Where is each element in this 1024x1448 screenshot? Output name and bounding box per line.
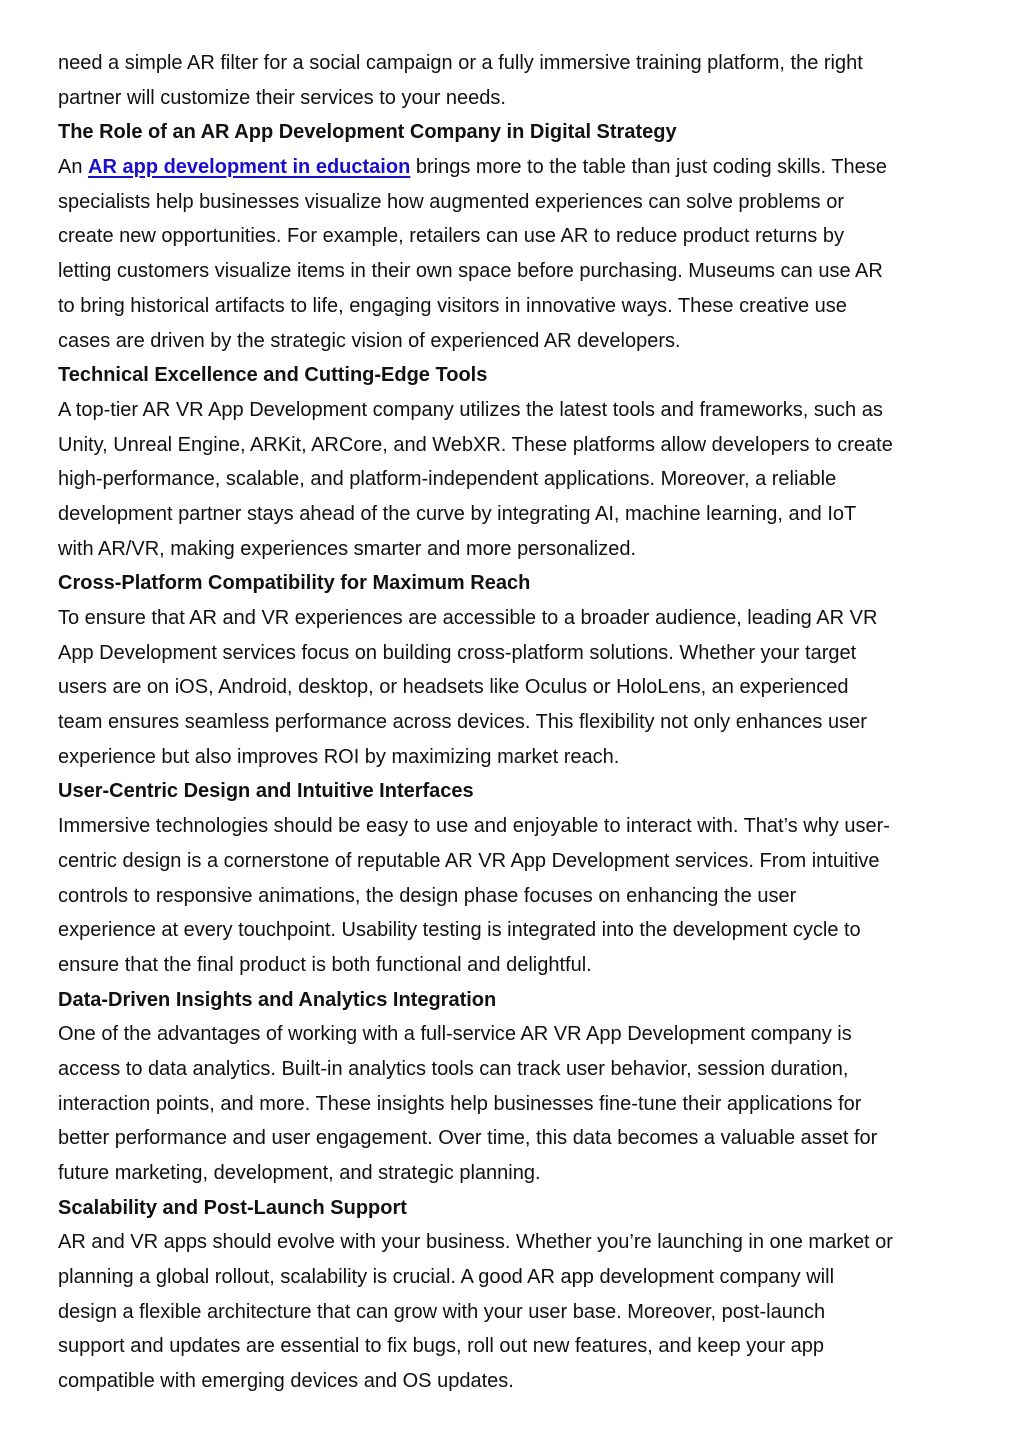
section-technical-excellence	[58, 358, 970, 566]
text-line: planning a global rollout, scalability is crucial. A good AR app development company will	[58, 1266, 835, 1289]
text-line: controls to responsive animations, the design phase focuses on enhancing the user	[58, 884, 797, 907]
text-line: access to data analytics. Built-in analytics tools can track user behavior, session duration,	[58, 1057, 849, 1080]
text-line: create new opportunities. For example, retailers can use AR to reduce product returns by	[58, 225, 844, 248]
text-line: to bring historical artifacts to life, engaging visitors in innovative ways. These creative use	[58, 294, 847, 317]
section-heading: The Role of an AR App Development Company in Digital Strategy	[58, 121, 677, 144]
text-line: ensure that the final product is both functional and delightful.	[58, 953, 592, 976]
text-line: A top-tier AR VR App Development company utilizes the latest tools and frameworks, such as	[58, 398, 883, 421]
text-line: Unity, Unreal Engine, ARKit, ARCore, and WebXR. These platforms allow developers to create	[58, 433, 893, 456]
text-line: cases are driven by the strategic vision of experienced AR developers.	[58, 329, 681, 352]
text-line: need a simple AR filter for a social campaign or a fully immersive training platform, the right	[58, 52, 863, 74]
section-heading: User-Centric Design and Intuitive Interfaces	[58, 780, 474, 803]
text-line: users are on iOS, Android, desktop, or headsets like Oculus or HoloLens, an experienced	[58, 676, 849, 699]
text-line: specialists help businesses visualize how augmented experiences can solve problems or	[58, 190, 844, 213]
section-heading: Technical Excellence and Cutting-Edge Tools	[58, 364, 488, 387]
ar-app-development-link[interactable]: AR app development in eductaion	[88, 156, 411, 179]
section-heading: Data-Driven Insights and Analytics Integration	[58, 988, 497, 1011]
text-line: AR and VR apps should evolve with your business. Whether you’re launching in one market or	[58, 1231, 893, 1254]
text-line: centric design is a cornerstone of reputable AR VR App Development services. From intuitive	[58, 849, 880, 872]
section-scalability	[58, 1191, 970, 1399]
link-suffix-text: brings more to the table than just coding skills. These	[410, 156, 887, 179]
text-line: high-performance, scalable, and platform-independent applications. Moreover, a reliable	[58, 468, 837, 491]
text-line: To ensure that AR and VR experiences are accessible to a broader audience, leading AR VR	[58, 607, 878, 629]
section-cross-platform	[58, 566, 970, 774]
section-heading: Scalability and Post-Launch Support	[58, 1196, 407, 1219]
section-digital-strategy	[58, 115, 970, 358]
text-line: with AR/VR, making experiences smarter and more personalized.	[58, 537, 637, 560]
section-heading: Cross-Platform Compatibility for Maximum Reach	[58, 572, 531, 595]
text-line: interaction points, and more. These insights help businesses fine-tune their applications for	[58, 1092, 862, 1115]
text-line-with-link	[58, 150, 970, 185]
text-line: experience at every touchpoint. Usability testing is integrated into the development cycle to	[58, 919, 861, 942]
text-line: compatible with emerging devices and OS updates.	[58, 1370, 514, 1393]
intro-paragraph	[58, 46, 970, 115]
text-line: experience but also improves ROI by maximizing market reach.	[58, 745, 620, 768]
text-line: better performance and user engagement. Over time, this data becomes a valuable asset for	[58, 1127, 878, 1150]
text-line: App Development services focus on building cross-platform solutions. Whether your target	[58, 641, 857, 664]
text-line: One of the advantages of working with a full-service AR VR App Development company is	[58, 1023, 852, 1046]
text-line: team ensures seamless performance across devices. This flexibility not only enhances user	[58, 711, 867, 734]
section-user-centric-design	[58, 774, 970, 982]
text-line: support and updates are essential to fix bugs, roll out new features, and keep your app	[58, 1335, 825, 1358]
text-line: partner will customize their services to your needs.	[58, 86, 506, 109]
text-line: development partner stays ahead of the curve by integrating AI, machine learning, and IoT	[58, 502, 857, 525]
text-line: design a flexible architecture that can grow with your user base. Moreover, post-launch	[58, 1300, 826, 1323]
document-page	[58, 46, 970, 1399]
section-data-analytics	[58, 983, 970, 1191]
text-line: Immersive technologies should be easy to use and enjoyable to interact with. That’s why user-	[58, 815, 890, 838]
text-line: future marketing, development, and strategic planning.	[58, 1162, 541, 1184]
link-prefix-text: An	[58, 156, 89, 179]
text-line: letting customers visualize items in their own space before purchasing. Museums can use AR	[58, 260, 883, 283]
